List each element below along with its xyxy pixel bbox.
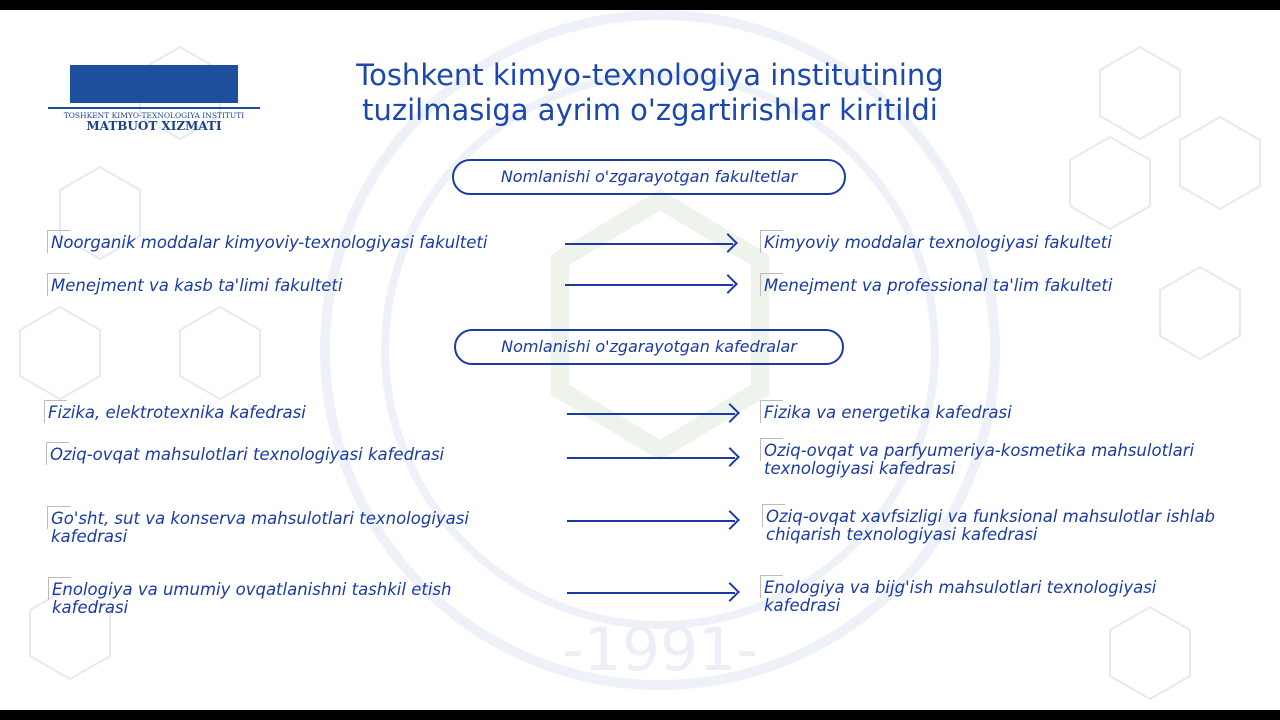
department-new-4: Enologiya va bijg'ish mahsulotlari texnologiyasi kafedrasi (760, 579, 1230, 615)
slide (0, 10, 1280, 710)
department-new-3: Oziq-ovqat xavfsizligi va funksional mahsulotlar ishlab chiqarish texnologiyasi kafedrasi (762, 508, 1232, 544)
department-old-2: Oziq-ovqat mahsulotlari texnologiyasi kafedrasi (46, 446, 546, 464)
page-title (300, 58, 1000, 128)
departments-heading: Nomlanishi o'zgarayotgan kafedralar (454, 329, 844, 365)
department-old-1: Fizika, elektrotexnika kafedrasi (44, 404, 544, 422)
building-logo-icon (70, 65, 238, 103)
logo-subtext: MATBUOT XIZMATI (86, 119, 222, 133)
faculty-old-2: Menejment va kasb ta'limi fakulteti (47, 277, 342, 295)
arrow-icon (565, 284, 733, 286)
faculty-new-2: Menejment va professional ta'lim fakulteti (760, 277, 1112, 295)
department-new-1: Fizika va energetika kafedrasi (760, 404, 1260, 422)
arrow-icon (567, 413, 735, 415)
logo-text: TOSHKENT KIMYO-TEXNOLOGIYA INSTITUTI (63, 111, 245, 120)
arrow-icon (567, 592, 735, 594)
arrow-icon (567, 520, 735, 522)
svg-text:-1991-: -1991- (562, 615, 758, 685)
arrow-icon (567, 457, 735, 459)
faculties-heading: Nomlanishi o'zgarayotgan fakultetlar (452, 159, 846, 195)
title-line-2: tuzilmasiga ayrim o'zgartirishlar kiritildi (362, 93, 938, 127)
arrow-icon (565, 243, 733, 245)
faculty-new-1: Kimyoviy moddalar texnologiyasi fakulteti (760, 234, 1112, 252)
department-old-3: Go'sht, sut va konserva mahsulotlari texnologiyasi kafedrasi (47, 510, 537, 546)
department-old-4: Enologiya va umumiy ovqatlanishni tashkil etish kafedrasi (48, 581, 478, 617)
logo (48, 65, 260, 132)
department-new-2: Oziq-ovqat va parfyumeriya-kosmetika mahsulotlari texnologiyasi kafedrasi (760, 442, 1270, 478)
faculty-old-1: Noorganik moddalar kimyoviy-texnologiyasi fakulteti (47, 234, 487, 252)
title-line-1: Toshkent kimyo-texnologiya institutining (356, 58, 944, 92)
